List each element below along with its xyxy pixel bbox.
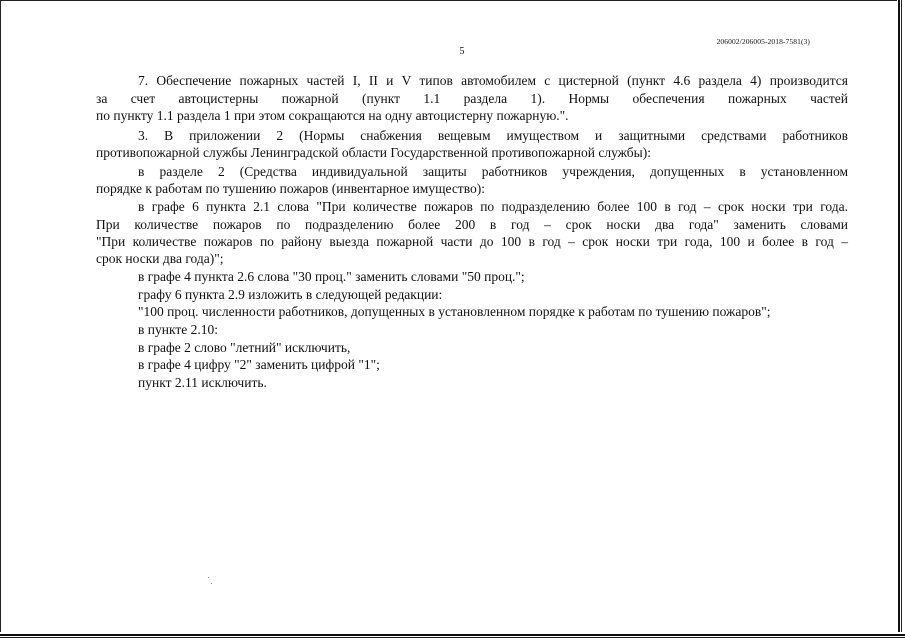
text-line: срок носки два года)"; xyxy=(96,251,224,266)
scan-border-left xyxy=(0,0,1,640)
text-line: порядке к работам по тушению пожаров (инвентарное имущество): xyxy=(96,181,485,196)
text-line: графу 6 пункта 2.9 изложить в следующей редакции: xyxy=(138,287,443,302)
scan-border-top xyxy=(0,0,905,1)
text-line: 7. Обеспечение пожарных частей I, II и V типов автомобилем с цистерной (пункт 4.6 раздела 4) производится xyxy=(138,73,848,88)
text-line: по пункту 1.1 раздела 1 при этом сокращаются на одну автоцистерну пожарную.". xyxy=(96,108,569,123)
text-line: "При количестве пожаров по району выезда пожарной части до 100 в год – срок носки три года, 100 и более в год – xyxy=(96,234,848,249)
text-line: противопожарной службы Ленинградской области Государственной противопожарной службы): xyxy=(96,145,651,160)
document-code: 206002/206005-2018-7581(3) xyxy=(716,37,810,46)
text-line: пункт 2.11 исключить. xyxy=(138,375,267,390)
scan-speck xyxy=(211,583,212,584)
text-line: за счет автоцистерны пожарной (пункт 1.1 раздела 1). Нормы обеспечения пожарных частей xyxy=(96,91,848,106)
text-line: в пункте 2.10: xyxy=(138,322,218,337)
text-line: в графе 4 цифру "2" заменить цифрой "1"; xyxy=(138,357,380,372)
scan-edge-bottom xyxy=(0,632,905,640)
text-line: в разделе 2 (Средства индивидуальной защиты работников учреждения, допущенных в установленном xyxy=(138,164,848,179)
scan-edge-right xyxy=(897,0,905,640)
page-number: 5 xyxy=(459,46,465,57)
text-line: в графе 4 пункта 2.6 слова "30 проц." заменить словами "50 проц."; xyxy=(138,269,525,284)
text-line: При количестве пожаров по подразделению более 200 в год – срок носки два года" заменить словами xyxy=(96,217,848,232)
text-line: 3. В приложении 2 (Нормы снабжения вещевым имуществом и защитными средствами работников xyxy=(138,128,848,143)
scan-speck xyxy=(208,577,209,578)
text-line: "100 проц. численности работников, допущенных в установленном порядке к работам по тушению пожаров"; xyxy=(138,304,771,319)
text-line: в графе 2 слово "летний" исключить, xyxy=(138,340,351,355)
text-line: в графе 6 пункта 2.1 слова "При количестве пожаров по подразделению более 100 в год – срок носки три года. xyxy=(138,199,848,214)
